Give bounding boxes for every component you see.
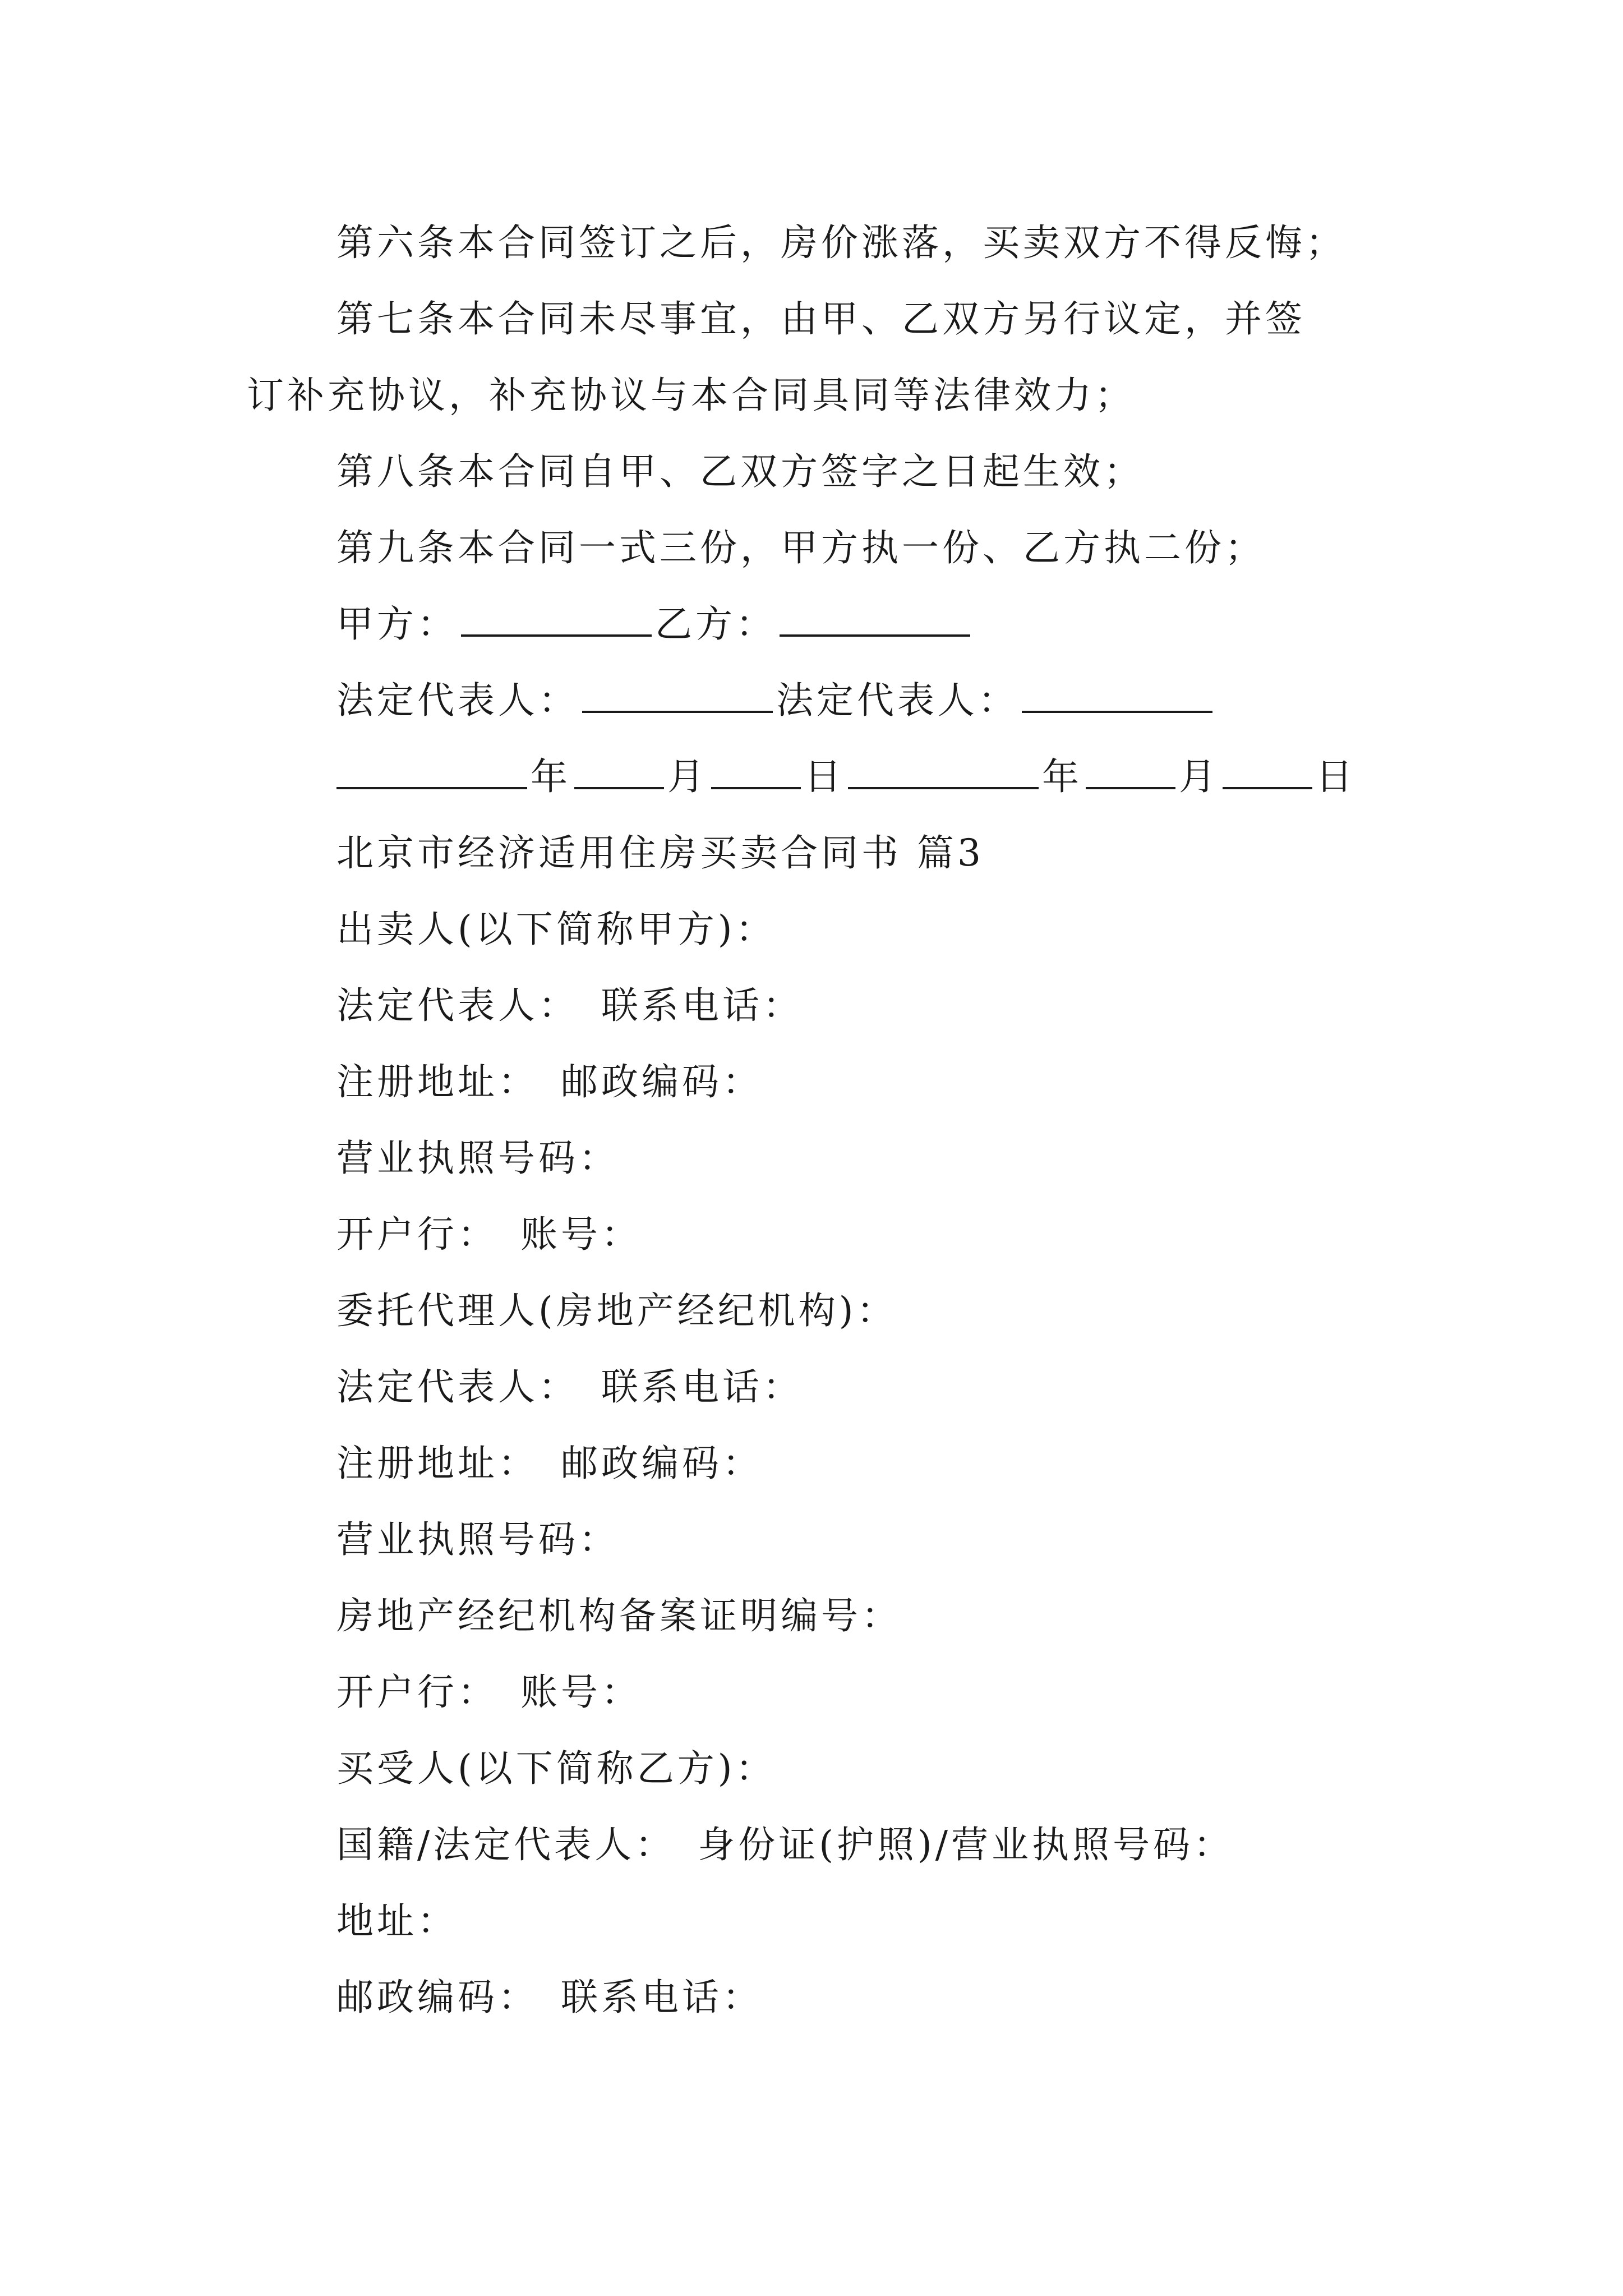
agent-heading: 委托代理人(房地产经纪机构)： (336, 1289, 897, 1332)
seller-zip-label: 邮政编码： (561, 1060, 763, 1103)
date-b-day-blank (1223, 754, 1312, 789)
rep-a-label: 法定代表人： (336, 679, 579, 722)
section-3-title: 北京市经济适用住房买卖合同书 篇3 (336, 831, 984, 875)
buyer-id-label: 身份证(护照)/营业执照号码： (698, 1823, 1234, 1866)
seller-bank-line (336, 1209, 642, 1260)
party-a-blank (461, 602, 652, 637)
buyer-zip-label: 邮政编码： (336, 1976, 538, 2019)
signature-parties-line (336, 599, 974, 650)
agent-bank-label: 开户行： (336, 1671, 498, 1714)
party-b-blank (780, 602, 970, 637)
buyer-zip-phone-line (336, 1972, 763, 2023)
clause-9: 第九条本合同一式三份，甲方执一份、乙方执二份； (336, 526, 1265, 569)
seller-license-line: 营业执照号码： (336, 1137, 619, 1180)
buyer-phone-label: 联系电话： (561, 1976, 763, 2019)
seller-rep-phone-line (336, 981, 803, 1031)
date-a-year-blank (336, 754, 527, 789)
signature-date-line (336, 752, 1356, 802)
clause-8: 第八条本合同自甲、乙双方签字之日起生效； (336, 450, 1144, 493)
date-b-month-blank (1086, 754, 1175, 789)
agent-rep-phone-line (336, 1362, 803, 1412)
signature-representatives-line (336, 675, 1216, 726)
date-a-month: 月 (667, 755, 708, 798)
seller-heading: 出卖人(以下简称甲方)： (336, 908, 776, 951)
agent-address-zip-line (336, 1438, 763, 1489)
date-b-year-blank (848, 754, 1039, 789)
agent-phone-label: 联系电话： (601, 1365, 803, 1409)
seller-bank-label: 开户行： (336, 1213, 498, 1256)
rep-b-label: 法定代表人： (776, 679, 1018, 722)
buyer-nationality-id-line (336, 1820, 1234, 1870)
seller-address-zip-line (336, 1057, 763, 1107)
date-a-year: 年 (531, 755, 571, 798)
rep-a-blank (582, 678, 773, 713)
agent-zip-label: 邮政编码： (561, 1442, 763, 1485)
date-b-month: 月 (1179, 755, 1219, 798)
agent-license-line: 营业执照号码： (336, 1518, 619, 1561)
clause-7-line-2: 订补充协议，补充协议与本合同具同等法律效力； (247, 374, 1135, 417)
rep-b-blank (1022, 678, 1212, 713)
date-b-day: 日 (1316, 755, 1356, 798)
clause-6: 第六条本合同签订之后，房价涨落，买卖双方不得反悔； (336, 221, 1346, 264)
agent-account-label: 账号： (520, 1671, 642, 1714)
date-a-day: 日 (804, 755, 845, 798)
buyer-heading: 买受人(以下简称乙方)： (336, 1747, 776, 1790)
date-a-month-blank (574, 754, 664, 789)
date-a-day-blank (711, 754, 801, 789)
seller-account-label: 账号： (520, 1213, 642, 1256)
seller-address-label: 注册地址： (336, 1060, 538, 1103)
agent-record-line: 房地产经纪机构备案证明编号： (336, 1594, 902, 1637)
party-a-label: 甲方： (336, 602, 458, 646)
agent-rep-label: 法定代表人： (336, 1365, 579, 1409)
date-b-year: 年 (1042, 755, 1082, 798)
buyer-nationality-label: 国籍/法定代表人： (336, 1823, 676, 1866)
seller-rep-label: 法定代表人： (336, 984, 579, 1027)
party-b-label: 乙方： (655, 602, 776, 646)
agent-bank-line (336, 1667, 642, 1718)
buyer-address-line: 地址： (336, 1899, 458, 1943)
seller-phone-label: 联系电话： (601, 984, 803, 1027)
clause-7-line-1: 第七条本合同未尽事宜，由甲、乙双方另行议定，并签 (336, 297, 1306, 341)
agent-address-label: 注册地址： (336, 1442, 538, 1485)
